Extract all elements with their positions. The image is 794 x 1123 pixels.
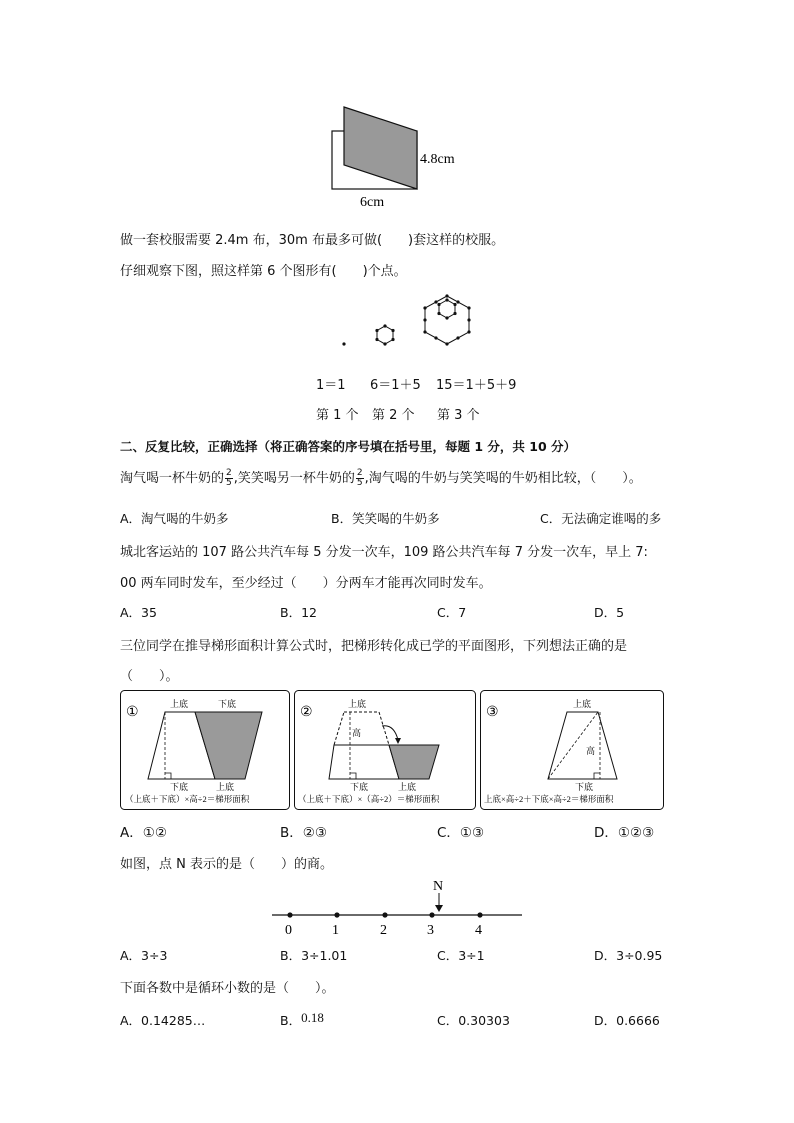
section-2-title: 二、反复比较，正确选择（将正确答案的序号填在括号里，每题 1 分，共 10 分）	[120, 439, 577, 454]
dot-equation-1: 1＝1	[316, 378, 346, 393]
bus-option-a[interactable]: A．35	[120, 605, 157, 620]
svg-text:下底: 下底	[218, 699, 237, 709]
trapezoid-option-b[interactable]: B．②③	[280, 825, 327, 841]
dot-pattern-figure	[330, 290, 480, 360]
repeat-option-d[interactable]: D．0.6666	[594, 1013, 660, 1028]
dot-equation-2: 6＝1＋5	[370, 378, 421, 393]
svg-text:高: 高	[586, 746, 596, 756]
panel-1-number: ①	[126, 705, 139, 720]
numberline-option-d[interactable]: D．3÷0.95	[594, 948, 663, 963]
svg-text:上底: 上底	[216, 782, 235, 792]
fraction-1: $\frac{2}{5}$	[226, 468, 232, 488]
milk-option-a[interactable]: A．淘气喝的牛奶多	[120, 511, 229, 526]
question-dots: 仔细观察下图，照这样第 6 个图形有( )个点。	[120, 264, 407, 279]
svg-text:下底: 下底	[170, 782, 189, 792]
svg-text:上底: 上底	[573, 699, 592, 709]
repeat-option-a[interactable]: A．0.14285…	[120, 1013, 206, 1028]
dot-equation-3: 15＝1＋5＋9	[436, 378, 517, 393]
question-uniform: 做一套校服需要 2.4m 布，30m 布最多可做( )套这样的校服。	[120, 233, 505, 248]
milk-text-3: ,淘气喝的牛奶与笑笑喝的牛奶相比较，（ ）。	[364, 471, 642, 486]
point-n-label: N	[433, 879, 444, 894]
trapezoid-option-a[interactable]: A．①②	[120, 825, 167, 841]
trapezoid-panel-1	[120, 690, 290, 810]
trapezoid-panel-3	[480, 690, 664, 810]
question-trapezoid-line-2: （ ）。	[120, 669, 179, 684]
trapezoid-panel-2	[294, 690, 476, 810]
question-repeating-decimal: 下面各数中是循环小数的是（ ）。	[120, 981, 335, 996]
milk-option-b[interactable]: B．笑笑喝的牛奶多	[331, 511, 440, 526]
dot-caption-2: 第 2 个	[372, 408, 415, 423]
svg-text:2: 2	[380, 923, 387, 938]
base-label: 6cm	[360, 195, 385, 210]
svg-text:高: 高	[352, 728, 362, 738]
question-bus-line-1: 城北客运站的 107 路公共汽车每 5 分发一次车，109 路公共汽车每 7 分发一次车，早上 7:	[120, 545, 648, 560]
question-trapezoid-line-1: 三位同学在推导梯形面积计算公式时，把梯形转化成已学的平面图形，下列想法正确的是	[120, 639, 628, 654]
panel-2-caption: （上底＋下底）×（高÷2）＝梯形面积	[298, 794, 440, 804]
milk-option-c[interactable]: C．无法确定谁喝的多	[540, 511, 662, 526]
milk-text-1: 淘气喝一杯牛奶的	[120, 471, 225, 486]
question-milk	[120, 467, 642, 488]
number-line	[270, 876, 526, 940]
svg-text:4: 4	[475, 923, 482, 938]
repeat-option-c[interactable]: C．0.30303	[437, 1013, 510, 1028]
repeat-option-b[interactable]: B．0.18	[280, 1010, 324, 1028]
panel-3-caption: 上底×高÷2＋下底×高÷2＝梯形面积	[484, 794, 614, 804]
trapezoid-option-c[interactable]: C．①③	[437, 825, 485, 841]
svg-text:上底: 上底	[348, 699, 367, 709]
svg-text:0: 0	[285, 923, 292, 938]
svg-text:3: 3	[427, 923, 434, 938]
svg-text:1: 1	[332, 923, 339, 938]
dot-caption-3: 第 3 个	[437, 408, 480, 423]
milk-text-2: ,笑笑喝另一杯牛奶的	[233, 471, 355, 486]
bus-option-d[interactable]: D．5	[594, 605, 625, 620]
fraction-2: $\frac{2}{5}$	[356, 468, 363, 488]
repeat-option-b-value: 0.18	[301, 1010, 324, 1025]
panel-3-number: ③	[486, 705, 499, 720]
svg-text:下底: 下底	[575, 782, 594, 792]
svg-text:下底: 下底	[350, 782, 369, 792]
height-label: 4.8cm	[420, 152, 455, 167]
svg-text:上底: 上底	[170, 699, 189, 709]
svg-text:上底: 上底	[398, 782, 417, 792]
panel-2-number: ②	[300, 705, 313, 720]
panel-1-caption: （上底＋下底）×高÷2＝梯形面积	[125, 794, 250, 804]
question-numberline: 如图，点 N 表示的是（ ）的商。	[120, 857, 333, 872]
bus-option-c[interactable]: C．7	[437, 605, 467, 620]
trapezoid-option-d[interactable]: D．①②③	[594, 825, 655, 841]
numberline-option-c[interactable]: C．3÷1	[437, 948, 485, 963]
numberline-option-b[interactable]: B．3÷1.01	[280, 948, 348, 963]
parallelogram-figure	[320, 100, 480, 212]
dot-caption-1: 第 1 个	[316, 408, 359, 423]
numberline-option-a[interactable]: A．3÷3	[120, 948, 168, 963]
bus-option-b[interactable]: B．12	[280, 605, 317, 620]
question-bus-line-2: 00 两车同时发车，至少经过（ ）分两车才能再次同时发车。	[120, 576, 492, 591]
